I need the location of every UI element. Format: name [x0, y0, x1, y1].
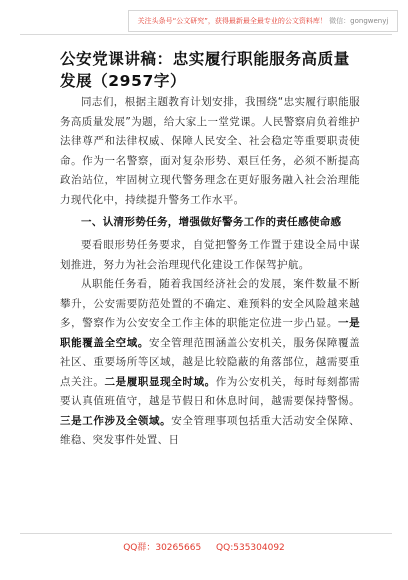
banner-text: 关注头条号“公文研究”，获得最新最全最专业的公文资料库！ — [137, 17, 327, 25]
footer-qq: QQ:535304092 — [216, 543, 285, 553]
paragraph-text: 作为公安机关，每时每刻都需要认真值班值守，越是节假日和休息时间，越需要保持警惕。 — [60, 375, 360, 407]
bold-phrase: 一、认清形势任务，增强做好警务工作的责任感使命感 — [81, 216, 342, 228]
footer — [0, 540, 408, 553]
bold-phrase: 三是工作涉及全领域。 — [60, 414, 172, 427]
paragraph-text: 同志们，根据主题教育计划安排，我围绕“忠实履行职能服务高质量发展”为题，给大家上一堂党课。人民警察肩负着维护法律尊严和法律权威、保障人民安全、社会稳定等重要职责使命。作为一名警察，面对复杂形势、艰巨任务，必须不断提高政治站位，牢固树立现代警务理念在更好服务融入社会治理能力现代化中，持续提升警务工作水平。 — [60, 96, 360, 206]
section-heading — [60, 212, 360, 232]
paragraph-text: 要看眼形势任务要求，自觉把警务工作置于建设全局中谋划推进，努力为社会治理现代化建设工作保驾护航。 — [60, 239, 360, 271]
header-divider — [20, 34, 392, 35]
paragraph-text: 安全管理事项包括重大活动安全保障、维稳、突发事件处置、日 — [60, 414, 361, 446]
top-banner — [128, 10, 398, 32]
bold-phrase: 二是履职显现全时域。 — [104, 375, 216, 388]
document-title: 公安党课讲稿：忠实履行职能服务高质量发展（2957字） — [60, 50, 350, 90]
body-paragraph — [60, 236, 360, 275]
paragraph-text: 安全管理范围涵盖公安机关，服务保障覆盖社区、重要场所等区域，越是比较隐蔽的角落部位，越需要重点关注。 — [60, 336, 360, 388]
footer-qq-group: QQ群：30265665 — [123, 543, 202, 553]
document-body — [60, 93, 360, 451]
body-paragraph — [60, 275, 360, 451]
body-paragraph — [60, 93, 360, 210]
banner-wechat: 微信：gongwenyj — [329, 17, 389, 25]
bold-phrase: 一是职能覆盖全空域。 — [60, 317, 361, 349]
paragraph-text: 从职能任务看，随着我国经济社会的发展，案件数量不断攀升，公安需要防范处置的不确定、难预料的安全风险越来越多，警察作为公安安全工作主体的职能定位进一步凸显。 — [60, 278, 360, 329]
footer-divider — [20, 533, 392, 534]
